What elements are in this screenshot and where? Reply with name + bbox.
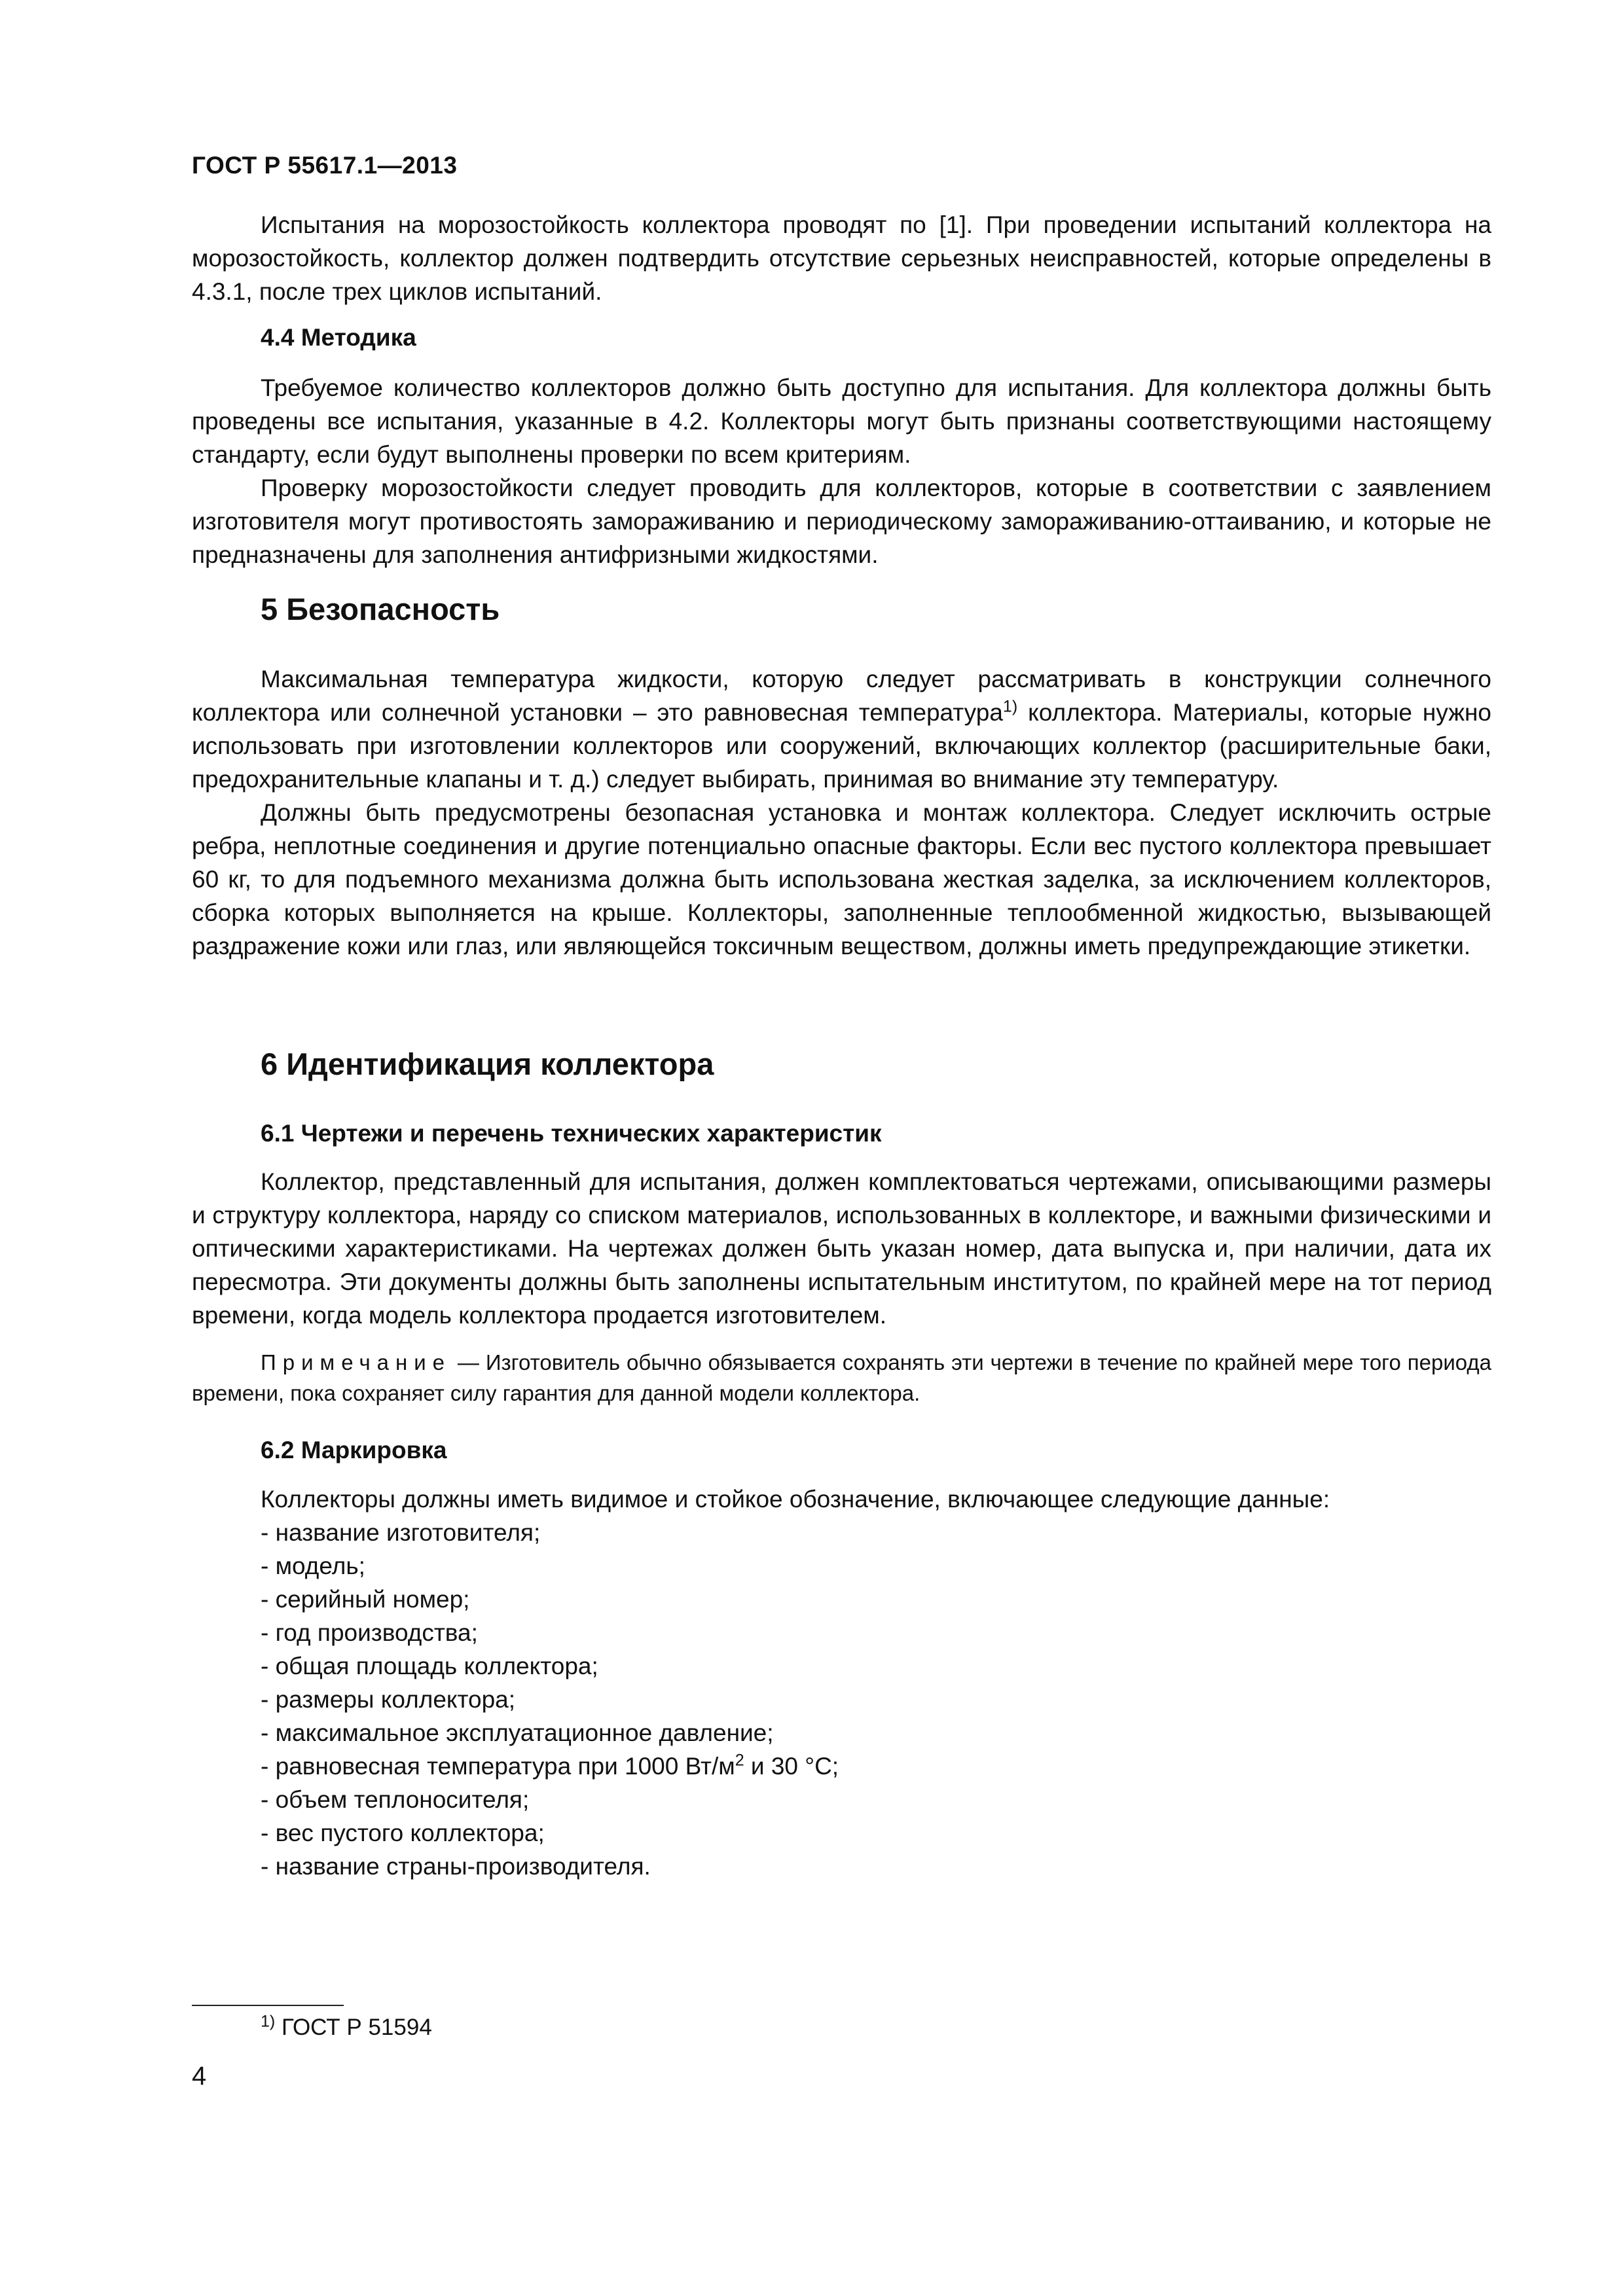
section-5-p1-text: Максимальная температура жидкости, которую следует рассматривать в конструкции солнечного коллектора или солнечной установки – это равновесная температура xyxy=(192,666,1491,726)
section-4-4 xyxy=(192,321,1491,354)
marking-list xyxy=(192,1516,1491,1883)
list-item xyxy=(192,1749,1491,1783)
document-code-header: ГОСТ Р 55617.1—2013 xyxy=(192,152,458,179)
footnote-mark: 1) xyxy=(261,2012,276,2031)
list-item: - объем теплоносителя; xyxy=(261,1786,530,1813)
footnote-reference: 1) xyxy=(1002,697,1018,716)
page-number: 4 xyxy=(192,2062,207,2090)
section-6-2-body xyxy=(192,1482,1491,1883)
section-6 xyxy=(192,1047,1491,1081)
section-4-4-heading: 4.4 Методика xyxy=(261,324,416,351)
section-4-4-paragraph-2: Проверку морозостойкости следует проводить для коллекторов, которые в соответствии с заявлением изготовителя могут противостоять замораживанию и периодическому замораживанию-оттаиванию, и которые не предназначены для заполнения антифризными жидкостями. xyxy=(192,475,1491,568)
intro-block xyxy=(192,208,1491,308)
list-item: - вес пустого коллектора; xyxy=(261,1820,545,1846)
intro-paragraph: Испытания на морозостойкость коллектора проводят по [1]. При проведении испытаний коллектора на морозостойкость, коллектор должен подтвердить отсутствие серьезных неисправностей, которые определены в 4.3.1, после трех циклов испытаний. xyxy=(192,211,1491,305)
list-item: - размеры коллектора; xyxy=(261,1686,516,1713)
list-item: - название страны-производителя. xyxy=(261,1853,651,1880)
section-6-1 xyxy=(192,1117,1491,1150)
section-5 xyxy=(192,592,1491,626)
section-6-1-body xyxy=(192,1165,1491,1332)
section-5-p1-text-cont: коллектора. Материалы, которые нужно использовать при изготовлении коллекторов или сооружений, включающих коллектор (расширительные баки, предохранительные клапаны и т. д.) следует выбирать, принимая во внимание эту температуру. xyxy=(192,699,1492,793)
list-item: - серийный номер; xyxy=(261,1586,470,1613)
section-6-2-intro: Коллекторы должны иметь видимое и стойкое обозначение, включающее следующие данные: xyxy=(261,1486,1330,1513)
section-5-paragraph-1 xyxy=(192,662,1491,796)
footnote-text: ГОСТ Р 51594 xyxy=(275,2015,432,2040)
section-6-1-paragraph: Коллектор, представленный для испытания, должен комплектоваться чертежами, описывающими размеры и структуру коллектора, наряду со списком материалов, использованных в коллекторе, и важными физическими и оптическими характеристиками. На чертежах должен быть указан номер, дата выпуска и, при наличии, дата их пересмотра. Эти документы должны быть заполнены испытательным институтом, по крайней мере на тот период времени, когда модель коллектора продается изготовителем. xyxy=(192,1168,1491,1329)
list-item-temp-text-cont: и 30 °С; xyxy=(744,1753,839,1780)
list-item: - максимальное эксплуатационное давление; xyxy=(261,1719,774,1746)
note-text: — Изготовитель обычно обязывается сохранять эти чертежи в течение по крайней мере того периода времени, пока сохраняет силу гарантия для данной модели коллектора. xyxy=(192,1350,1491,1405)
section-5-heading: 5 Безопасность xyxy=(261,592,500,626)
section-4-4-body xyxy=(192,371,1491,571)
list-item: - модель; xyxy=(261,1552,365,1579)
list-item: - название изготовителя; xyxy=(261,1519,541,1546)
section-6-1-heading: 6.1 Чертежи и перечень технических характеристик xyxy=(261,1120,882,1147)
list-item: - год производства; xyxy=(261,1619,478,1646)
section-5-body xyxy=(192,662,1491,963)
footnote-divider xyxy=(192,2005,344,2006)
note-block xyxy=(192,1347,1491,1408)
section-6-2 xyxy=(192,1433,1491,1467)
section-5-paragraph-2: Должны быть предусмотрены безопасная установка и монтаж коллектора. Следует исключить острые ребра, неплотные соединения и другие потенциально опасные факторы. Если вес пустого коллектора превышает 60 кг, то для подъемного механизма должна быть использована жесткая заделка, за исключением коллекторов, сборка которых выполняется на крыше. Коллекторы, заполненные теплообменной жидкостью, вызывающей раздражение кожи или глаз, или являющейся токсичным веществом, должны иметь предупреждающие этикетки. xyxy=(192,799,1491,960)
note-paragraph xyxy=(192,1347,1491,1408)
section-4-4-paragraph-1: Требуемое количество коллекторов должно быть доступно для испытания. Для коллектора должны быть проведены все испытания, указанные в 4.2. Коллекторы могут быть признаны соответствующими настоящему стандарту, если будут выполнены проверки по всем критериям. xyxy=(192,374,1491,468)
section-6-2-heading: 6.2 Маркировка xyxy=(261,1437,447,1463)
superscript-2: 2 xyxy=(735,1751,744,1770)
footnote xyxy=(261,2012,432,2041)
note-label: Примечание xyxy=(261,1350,452,1374)
list-item: - общая площадь коллектора; xyxy=(261,1653,598,1679)
section-6-heading: 6 Идентификация коллектора xyxy=(261,1047,714,1081)
list-item-temp-text: - равновесная температура при 1000 Вт/м xyxy=(261,1753,735,1780)
